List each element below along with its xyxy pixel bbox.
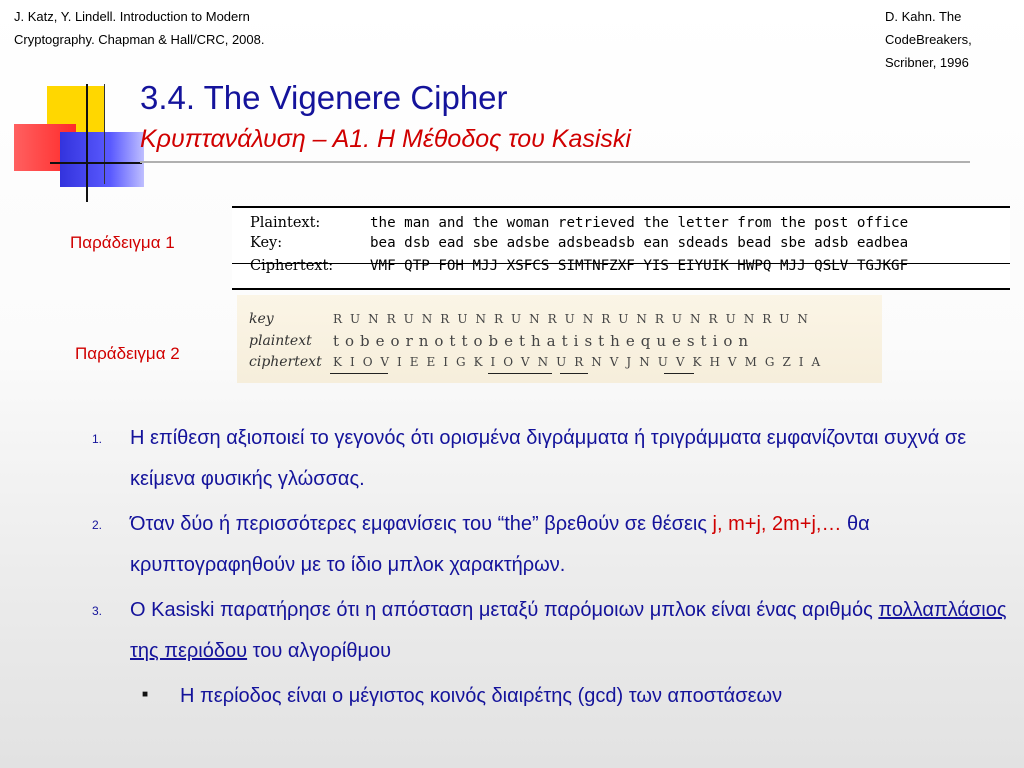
kasiski-points bbox=[92, 418, 1012, 716]
item-text: Ο Kasiski παρατήρησε ότι η απόσταση μεταξύ παρόμοιων μπλοκ είναι ένας αριθμός bbox=[130, 599, 879, 621]
list-item bbox=[92, 418, 1012, 500]
row-label: Key: bbox=[250, 235, 283, 251]
logo-line bbox=[86, 84, 88, 202]
row-value: RUNRUNRUNRUNRUNRUNRUNRUNRUN bbox=[333, 312, 816, 326]
repeat-underline bbox=[560, 373, 588, 374]
logo-line bbox=[104, 84, 105, 184]
item-number: 2. bbox=[92, 518, 103, 532]
sub-item-text: Η περίοδος είναι ο μέγιστος κοινός διαιρέτης (gcd) των αποστάσεων bbox=[180, 685, 783, 707]
item-text: του αλγορίθμου bbox=[247, 640, 392, 662]
item-number: 3. bbox=[92, 604, 103, 618]
example-1-label: Παράδειγμα 1 bbox=[70, 233, 175, 252]
square-bullet-icon: ■ bbox=[142, 689, 149, 700]
item-text: Η επίθεση αξιοποιεί το γεγονός ότι ορισμένα διγράμματα ή τριγράμματα εμφανίζονται συχνά σε κείμενα φυσικής γλώσσας. bbox=[130, 427, 967, 490]
reference-line: D. Kahn. The bbox=[885, 9, 962, 24]
blue-square bbox=[60, 132, 144, 187]
position-2m-plus-j: 2m+j,… bbox=[772, 513, 842, 535]
row-label: plaintext bbox=[249, 333, 312, 349]
reference-kahn bbox=[885, 5, 972, 74]
position-m-plus-j: m+j, bbox=[728, 513, 767, 535]
item-text: Όταν δύο ή περισσότερες εμφανίσεις του “the” βρεθούν σε θέσεις bbox=[130, 513, 713, 535]
underlined-term: πολλαπλάσιος της περιόδου bbox=[130, 599, 1007, 662]
logo-line bbox=[50, 162, 142, 164]
list-item bbox=[92, 590, 1012, 672]
repeat-underline bbox=[488, 373, 552, 374]
row-value: VMF QTP FOH MJJ XSFCS SIMTNFZXF YIS EIYUIK HWPQ MJJ QSLV TGJKGF bbox=[370, 258, 909, 274]
reference-line: J. Katz, Y. Lindell. Introduction to Modern bbox=[14, 9, 250, 24]
sub-list-item bbox=[92, 676, 1012, 716]
row-label: Plaintext: bbox=[250, 215, 321, 231]
row-label: ciphertext bbox=[249, 354, 322, 370]
list-item bbox=[92, 504, 1012, 586]
position-j: j, bbox=[712, 513, 723, 535]
reference-line: CodeBreakers, bbox=[885, 32, 972, 47]
row-label: Ciphertext: bbox=[250, 258, 334, 274]
repeat-underline bbox=[330, 373, 388, 374]
decorative-squares-logo bbox=[0, 0, 160, 205]
slide-title: 3.4. The Vigenere Cipher bbox=[140, 79, 508, 116]
reference-line: Scribner, 1996 bbox=[885, 55, 969, 70]
row-value: bea dsb ead sbe adsbe adsbeadsb ean sdeads bead sbe adsb eadbea bbox=[370, 235, 909, 251]
item-number: 1. bbox=[92, 432, 103, 446]
title-divider bbox=[140, 161, 970, 163]
reference-line: Cryptography. Chapman & Hall/CRC, 2008. bbox=[14, 32, 265, 47]
row-value: KIOVIEEIGKIOVNURNVJNUVKHVMGZIA bbox=[333, 355, 829, 369]
row-label: key bbox=[249, 311, 274, 327]
repeat-underline bbox=[664, 373, 694, 374]
slide-subtitle: Κρυπτανάλυση – Α1. Η Μέθοδος του Kasiski bbox=[140, 125, 631, 153]
example-1-table bbox=[232, 206, 1010, 290]
row-value: the man and the woman retrieved the letter from the post office bbox=[370, 215, 909, 231]
row-value: tobeornottobethatisthequestion bbox=[333, 332, 755, 350]
example-2-label: Παράδειγμα 2 bbox=[75, 344, 180, 363]
item-text: θα κρυπτογραφηθούν με το ίδιο μπλοκ χαρακτήρων. bbox=[130, 513, 870, 576]
example-2-table bbox=[237, 295, 882, 383]
